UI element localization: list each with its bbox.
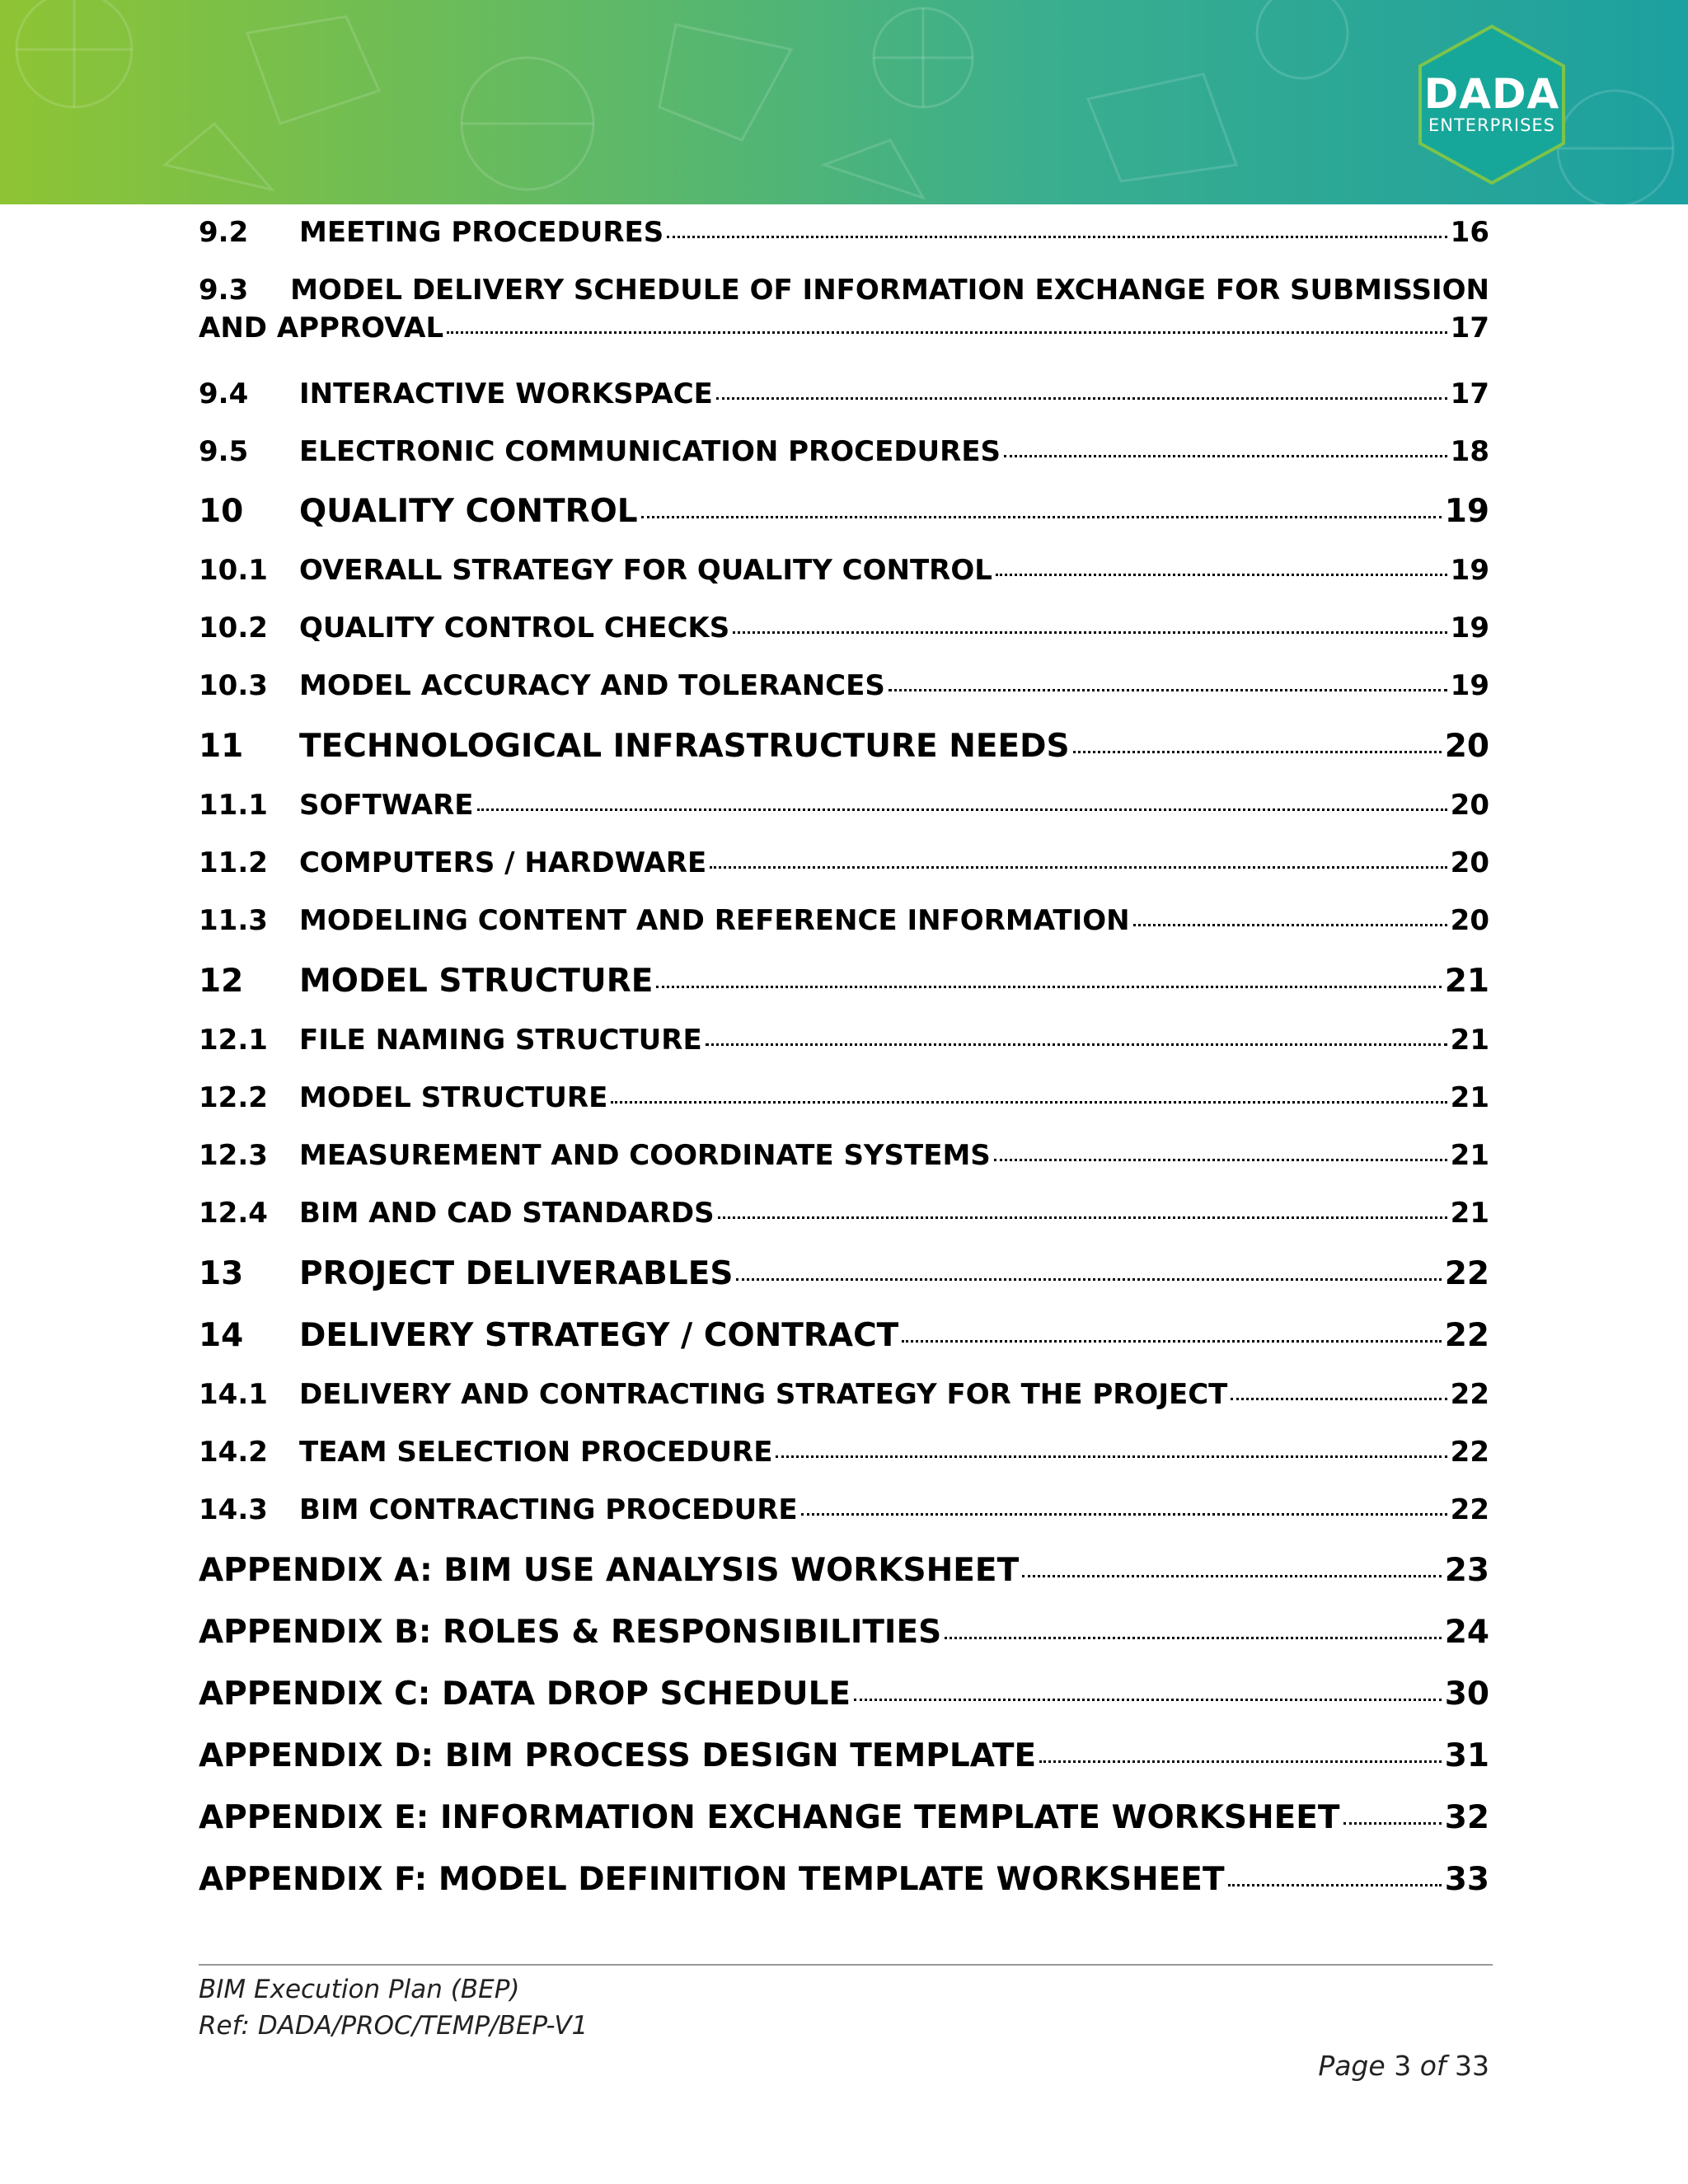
toc-number: 11.2 [199,846,268,879]
toc-leader [945,1637,1442,1639]
toc-number: 14.2 [199,1436,268,1469]
toc-entry-10-3[interactable] [199,669,1489,702]
logo-wordmark: DADA [1423,70,1560,118]
toc-page: 17 [1450,377,1489,410]
toc-entry-appendix-d[interactable] [199,1737,1489,1774]
toc-label: COMPUTERS / HARDWARE [299,846,707,879]
toc-number: 10 [199,493,244,530]
toc-entry-14-2[interactable] [199,1436,1489,1469]
toc-leader [1228,1884,1442,1886]
toc-leader [1073,751,1442,753]
toc-page: 23 [1444,1552,1489,1589]
toc-leader [733,631,1447,634]
toc-number: 10.1 [199,554,268,587]
toc-label: MODEL DELIVERY SCHEDULE OF INFORMATION EXCHANGE FOR SUBMISSION [290,274,1489,307]
toc-number: 14.1 [199,1378,268,1411]
toc-label-continued: AND APPROVAL [199,312,444,344]
toc-page: 24 [1444,1614,1489,1651]
page-of-word: of [1419,2050,1447,2082]
toc-leader [1004,455,1447,457]
toc-page: 17 [1450,312,1489,344]
toc-number: 13 [199,1255,244,1292]
toc-entry-11-3[interactable] [199,904,1489,937]
toc-number: 14 [199,1317,244,1354]
toc-leader [1343,1822,1442,1825]
toc-leader [641,516,1442,518]
toc-number: 14.3 [199,1493,268,1526]
logo-subtitle: ENTERPRISES [1428,115,1556,135]
toc-entry-14-3[interactable] [199,1493,1489,1526]
toc-page: 20 [1450,789,1489,822]
toc-page: 19 [1444,493,1489,530]
toc-label: OVERALL STRATEGY FOR QUALITY CONTROL [299,554,992,587]
toc-label: APPENDIX E: INFORMATION EXCHANGE TEMPLATE WORKSHEET [199,1799,1340,1836]
toc-number: 12 [199,963,244,1000]
toc-entry-12[interactable] [199,963,1489,1000]
toc-leader [710,866,1447,869]
toc-page: 16 [1450,216,1489,249]
toc-entry-14-1[interactable] [199,1378,1489,1411]
toc-entry-13[interactable] [199,1255,1489,1292]
toc-label: DELIVERY AND CONTRACTING STRATEGY FOR THE PROJECT [299,1378,1228,1411]
toc-page: 33 [1444,1861,1489,1898]
toc-leader [1231,1398,1447,1400]
toc-number: 11.3 [199,904,268,937]
toc-leader [736,1278,1441,1281]
toc-number: 12.2 [199,1081,268,1114]
toc-label: TEAM SELECTION PROCEDURE [299,1436,773,1469]
toc-page: 32 [1444,1799,1489,1836]
toc-label: FILE NAMING STRUCTURE [299,1024,702,1057]
page-number [1318,2050,1489,2082]
toc-number: 11 [199,728,244,765]
toc-leader [716,397,1447,400]
toc-label: MODEL STRUCTURE [299,963,654,1000]
toc-label: DELIVERY STRATEGY / CONTRACT [299,1317,899,1354]
toc-page: 19 [1450,669,1489,702]
toc-label: QUALITY CONTROL CHECKS [299,612,730,644]
toc-leader [1022,1575,1442,1577]
toc-leader [1133,924,1447,926]
toc-page: 21 [1450,1024,1489,1057]
toc-entry-14[interactable] [199,1317,1489,1354]
toc-entry-12-1[interactable] [199,1024,1489,1057]
toc-leader [902,1340,1441,1343]
toc-label: BIM CONTRACTING PROCEDURE [299,1493,798,1526]
toc-entry-appendix-c[interactable] [199,1675,1489,1713]
toc-leader [801,1513,1447,1516]
toc-label: SOFTWARE [299,789,474,822]
toc-page: 19 [1450,612,1489,644]
toc-leader [611,1101,1447,1104]
toc-page: 22 [1450,1378,1489,1411]
company-logo-text [1414,70,1570,135]
toc-page: 30 [1444,1675,1489,1713]
toc-label: APPENDIX A: BIM USE ANALYSIS WORKSHEET [199,1552,1020,1589]
toc-leader [994,1159,1447,1161]
toc-label: APPENDIX D: BIM PROCESS DESIGN TEMPLATE [199,1737,1037,1774]
footer-doc-ref: Ref: DADA/PROC/TEMP/BEP-V1 [199,2011,588,2041]
toc-entry-10[interactable] [199,493,1489,530]
toc-number: 9.4 [199,377,249,410]
toc-page: 31 [1444,1737,1489,1774]
toc-number: 10.2 [199,612,268,644]
toc-leader [1039,1760,1442,1763]
page-current: 3 [1394,2050,1412,2082]
toc-number: 12.3 [199,1139,268,1172]
toc-page: 20 [1450,904,1489,937]
toc-page: 21 [1450,1081,1489,1114]
toc-label: MEASUREMENT AND COORDINATE SYSTEMS [299,1139,991,1172]
toc-leader [889,689,1447,691]
toc-leader [776,1455,1447,1458]
toc-entry-appendix-f[interactable] [199,1861,1489,1898]
toc-entry-9-5[interactable] [199,435,1489,468]
toc-number: 9.2 [199,216,249,249]
toc-entry-11-1[interactable] [199,789,1489,822]
page-total: 33 [1455,2050,1489,2082]
toc-label: MODEL STRUCTURE [299,1081,608,1114]
toc-entry-12-4[interactable] [199,1197,1489,1230]
toc-leader [667,236,1447,238]
toc-leader [854,1699,1442,1701]
toc-page: 22 [1444,1255,1489,1292]
toc-leader [477,808,1447,811]
toc-entry-12-2[interactable] [199,1081,1489,1114]
toc-number: 9.3 [199,274,249,307]
toc-label: PROJECT DELIVERABLES [299,1255,734,1292]
toc-page: 19 [1450,554,1489,587]
toc-entry-10-1[interactable] [199,554,1489,587]
toc-page: 20 [1444,728,1489,765]
toc-label: INTERACTIVE WORKSPACE [299,377,713,410]
toc-entry-appendix-e[interactable] [199,1799,1489,1836]
toc-label: MEETING PROCEDURES [299,216,664,249]
toc-number: 9.5 [199,435,249,468]
page-word: Page [1318,2050,1386,2082]
toc-entry-9-2[interactable] [199,216,1489,249]
toc-number: 10.3 [199,669,268,702]
toc-label: QUALITY CONTROL [299,493,638,530]
toc-entry-11-2[interactable] [199,846,1489,879]
toc-leader [718,1216,1447,1219]
toc-label: MODEL ACCURACY AND TOLERANCES [299,669,885,702]
footer-divider [199,1964,1493,1966]
toc-page: 22 [1444,1317,1489,1354]
toc-entry-9-3[interactable] [199,274,1489,344]
toc-entry-9-4[interactable] [199,377,1489,410]
toc-label: BIM AND CAD STANDARDS [299,1197,715,1230]
toc-label: MODELING CONTENT AND REFERENCE INFORMATION [299,904,1130,937]
toc-page: 22 [1450,1436,1489,1469]
footer-doc-title: BIM Execution Plan (BEP) [199,1975,520,2004]
toc-leader [447,331,1447,334]
toc-page: 22 [1450,1493,1489,1526]
toc-label: TECHNOLOGICAL INFRASTRUCTURE NEEDS [299,728,1070,765]
toc-entry-appendix-b[interactable] [199,1614,1489,1651]
toc-number: 12.4 [199,1197,268,1230]
toc-label: APPENDIX B: ROLES & RESPONSIBILITIES [199,1614,942,1651]
toc-entry-11[interactable] [199,728,1489,765]
toc-label: APPENDIX C: DATA DROP SCHEDULE [199,1675,851,1713]
toc-leader [706,1043,1447,1046]
toc-number: 11.1 [199,789,268,822]
toc-page: 21 [1450,1197,1489,1230]
toc-label: APPENDIX F: MODEL DEFINITION TEMPLATE WORKSHEET [199,1861,1225,1898]
toc-page: 21 [1450,1139,1489,1172]
toc-page: 21 [1444,963,1489,1000]
toc-leader [656,986,1441,988]
toc-entry-appendix-a[interactable] [199,1552,1489,1589]
toc-page: 20 [1450,846,1489,879]
toc-page: 18 [1450,435,1489,468]
toc-leader [996,574,1447,576]
toc-entry-12-3[interactable] [199,1139,1489,1172]
toc-number: 12.1 [199,1024,268,1057]
toc-label: ELECTRONIC COMMUNICATION PROCEDURES [299,435,1001,468]
toc-entry-10-2[interactable] [199,612,1489,644]
